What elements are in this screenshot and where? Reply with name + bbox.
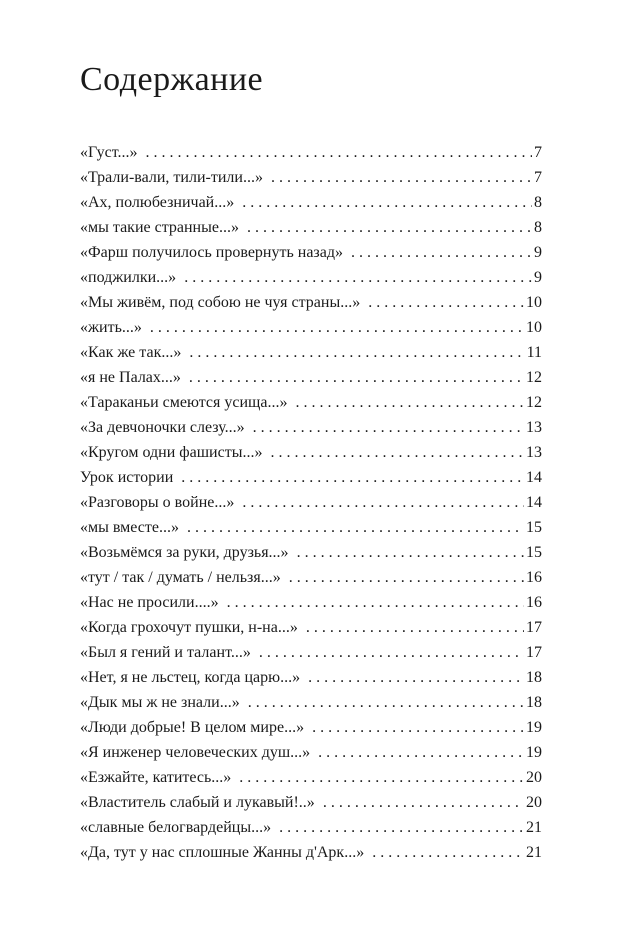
toc-entry [80,415,542,440]
toc-entry-title: «Возьмёмся за руки, друзья...» [80,544,289,561]
toc-entry-page-number: 13 [526,444,542,461]
table-of-contents [80,140,542,865]
toc-entry-page-number: 7 [534,169,542,186]
toc-entry-title: «Мы живём, под собою не чуя страны...» [80,294,361,311]
toc-entry-page-number: 16 [526,569,542,586]
toc-entry [80,615,542,640]
toc-entry [80,690,542,715]
toc-entry-page-number: 7 [534,144,542,161]
toc-entry-title: «Властитель слабый и лукавый!..» [80,794,315,811]
toc-entry [80,815,542,840]
dot-leader [297,540,524,565]
toc-entry [80,440,542,465]
toc-entry-page-number: 15 [526,519,542,536]
toc-entry-page-number: 11 [526,344,542,361]
toc-entry-page-number: 10 [526,294,542,311]
toc-entry-title: «Ах, полюбезничай...» [80,194,235,211]
dot-leader [247,215,532,240]
dot-leader [289,565,524,590]
toc-entry [80,190,542,215]
toc-entry-title: «Кругом одни фашисты...» [80,444,263,461]
toc-entry-title: «Тараканьи смеются усища...» [80,394,288,411]
toc-entry [80,590,542,615]
toc-entry-page-number: 9 [534,244,542,261]
toc-entry [80,515,542,540]
dot-leader [259,640,524,665]
dot-leader [242,190,532,215]
toc-entry-title: «Езжайте, катитесь...» [80,769,232,786]
toc-entry-page-number: 8 [534,194,542,211]
dot-leader [312,715,524,740]
dot-leader [189,340,524,365]
dot-leader [308,665,524,690]
dot-leader [146,140,532,165]
toc-entry-page-number: 20 [526,794,542,811]
dot-leader [351,240,532,265]
toc-entry-page-number: 19 [526,744,542,761]
toc-entry-page-number: 12 [526,369,542,386]
toc-entry-title: «Когда грохочут пушки, н-на...» [80,619,298,636]
toc-entry [80,390,542,415]
toc-entry-page-number: 21 [526,844,542,861]
toc-entry-page-number: 12 [526,394,542,411]
dot-leader [372,840,524,865]
dot-leader [318,740,524,765]
toc-entry [80,665,542,690]
toc-entry-title: «Был я гений и талант...» [80,644,251,661]
toc-entry-title: «Густ...» [80,144,138,161]
toc-entry [80,540,542,565]
toc-entry [80,165,542,190]
toc-entry-title: «Да, тут у нас сплошные Жанны д'Арк...» [80,844,365,861]
toc-entry-page-number: 10 [526,319,542,336]
toc-entry-title: «Нет, я не льстец, когда царю...» [80,669,301,686]
toc-entry-page-number: 14 [526,469,542,486]
toc-entry [80,340,542,365]
toc-entry-title: «я не Палах...» [80,369,181,386]
toc-entry [80,840,542,865]
toc-entry-page-number: 20 [526,769,542,786]
toc-entry-title: «жить...» [80,319,142,336]
dot-leader [323,790,524,815]
toc-entry-page-number: 19 [526,719,542,736]
toc-entry-page-number: 9 [534,269,542,286]
dot-leader [253,415,524,440]
toc-entry-page-number: 18 [526,694,542,711]
dot-leader [187,515,524,540]
toc-entry-title: Урок истории [80,469,174,486]
dot-leader [368,290,524,315]
dot-leader [248,690,524,715]
toc-entry-title: «славные белогвардейцы...» [80,819,272,836]
toc-entry [80,490,542,515]
toc-entry-page-number: 17 [526,619,542,636]
toc-entry-title: «Фарш получилось провернуть назад» [80,244,343,261]
toc-entry-page-number: 15 [526,544,542,561]
toc-entry [80,465,542,490]
toc-entry [80,640,542,665]
toc-entry-page-number: 21 [526,819,542,836]
toc-entry [80,315,542,340]
toc-entry-title: «За девчоночки слезу...» [80,419,245,436]
toc-entry [80,290,542,315]
toc-entry-title: «тут / так / думать / нельзя...» [80,569,281,586]
dot-leader [184,265,532,290]
toc-entry [80,740,542,765]
toc-entry-page-number: 18 [526,669,542,686]
dot-leader [295,390,524,415]
toc-entry [80,215,542,240]
dot-leader [189,365,524,390]
toc-entry-page-number: 13 [526,419,542,436]
dot-leader [270,440,524,465]
dot-leader [239,765,524,790]
toc-entry-title: «Разговоры о войне...» [80,494,235,511]
toc-entry-title: «Как же так...» [80,344,182,361]
dot-leader [306,615,524,640]
toc-entry [80,240,542,265]
dot-leader [181,465,524,490]
toc-entry-page-number: 16 [526,594,542,611]
toc-entry [80,265,542,290]
toc-entry-page-number: 8 [534,219,542,236]
toc-entry-title: «Я инженер человеческих душ...» [80,744,311,761]
toc-entry-title: «Дык мы ж не знали...» [80,694,240,711]
toc-entry-page-number: 14 [526,494,542,511]
dot-leader [279,815,524,840]
dot-leader [150,315,524,340]
toc-entry [80,715,542,740]
toc-entry-title: «поджилки...» [80,269,177,286]
toc-entry [80,765,542,790]
dot-leader [227,590,524,615]
dot-leader [242,490,524,515]
toc-entry-page-number: 17 [526,644,542,661]
dot-leader [271,165,532,190]
toc-entry-title: «Трали-вали, тили-тили...» [80,169,263,186]
toc-entry-title: «мы вместе...» [80,519,179,536]
toc-entry-title: «Нас не просили....» [80,594,219,611]
toc-entry [80,140,542,165]
toc-entry [80,565,542,590]
toc-entry-title: «Люди добрые! В целом мире...» [80,719,305,736]
toc-entry-title: «мы такие странные...» [80,219,239,236]
page-title: Содержание [80,61,264,98]
toc-entry [80,365,542,390]
toc-entry [80,790,542,815]
